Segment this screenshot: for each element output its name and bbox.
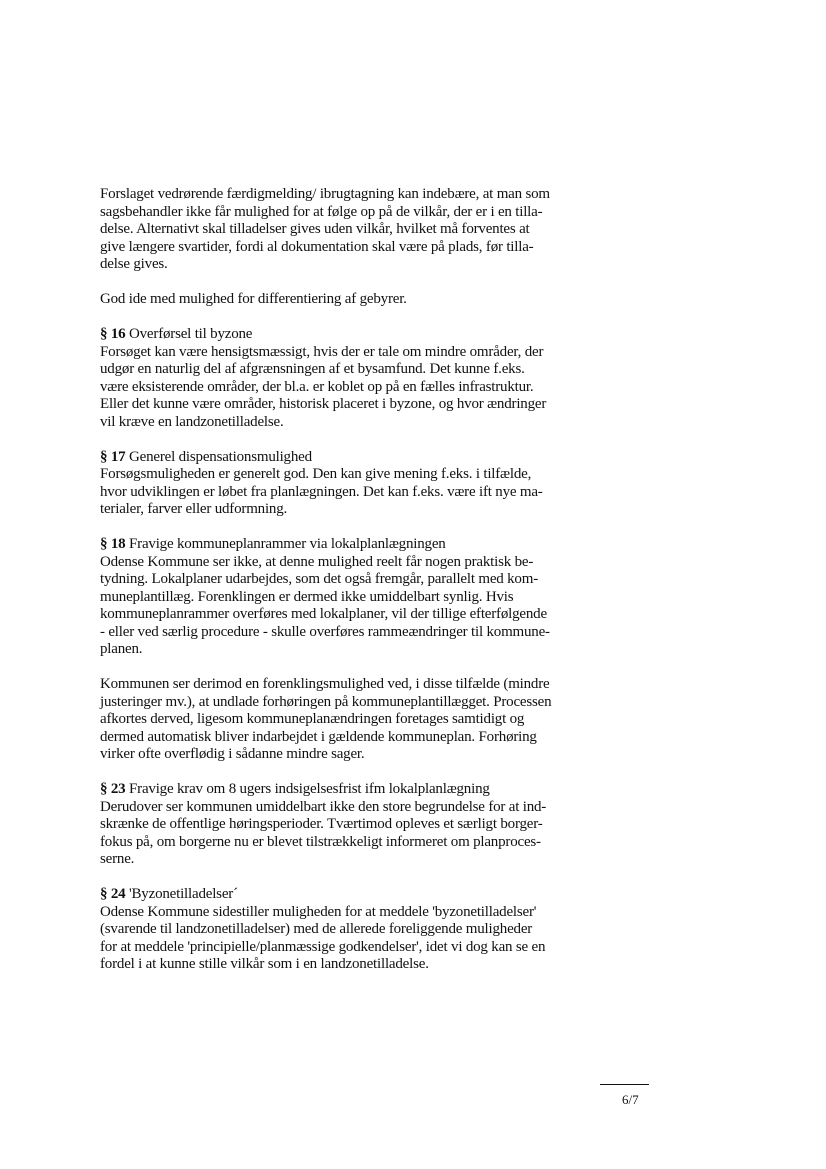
text-line: kommuneplanrammer overføres med lokalplaner, vil der tillige efterfølgende (100, 606, 547, 622)
section-heading (100, 326, 590, 344)
text-line: fordel i at kunne stille vilkår som i en landzonetilladelse. (100, 956, 429, 972)
text-line: Odense Kommune sidestiller muligheden for at meddele 'byzonetilladelser' (100, 903, 537, 920)
text-line: dermed automatisk bliver indarbejdet i gældende kommuneplan. Forhøring (100, 728, 537, 745)
paragraph-forenklingsmulighed (100, 676, 590, 764)
text-line: fokus på, om borgerne nu er blevet tilstrækkeligt informeret om planproces- (100, 833, 541, 850)
section-number: § 24 (100, 886, 126, 902)
text-line: muneplantillæg. Forenklingen er dermed ikke umiddelbart synlig. Hvis (100, 588, 514, 605)
text-line: virker ofte overflødig i sådanne mindre sager. (100, 746, 365, 762)
section-number: § 18 (100, 536, 126, 552)
section-heading (100, 449, 590, 467)
section-17 (100, 449, 590, 519)
text-line: God ide med mulighed for differentiering af gebyrer. (100, 291, 407, 307)
section-number: § 17 (100, 448, 126, 465)
text-line: afkortes derved, ligesom kommuneplanændringen foretages samtidigt og (100, 711, 525, 727)
text-line: Odense Kommune ser ikke, at denne mulighed reelt får nogen praktisk be- (100, 553, 534, 570)
text-line: Derudover ser kommunen umiddelbart ikke den store begrundelse for at ind- (100, 798, 547, 815)
text-line: - eller ved særlig procedure - skulle overføres rammeændringer til kommune- (100, 623, 550, 640)
document-body (100, 186, 590, 991)
text-line: skrænke de offentlige høringsperioder. Tværtimod opleves et særligt borger- (100, 816, 543, 832)
section-title: Fravige krav om 8 ugers indsigelsesfrist ifm lokalplanlægning (125, 781, 490, 797)
text-line: Kommunen ser derimod en forenklingsmulighed ved, i disse tilfælde (mindre (100, 676, 550, 692)
section-title: Overførsel til byzone (125, 326, 253, 342)
text-line: Forsøget kan være hensigtsmæssigt, hvis der er tale om mindre områder, der (100, 343, 544, 360)
section-title: Fravige kommuneplanrammer via lokalplanlægningen (125, 536, 446, 552)
text-line: sagsbehandler ikke får mulighed for at følge op på de vilkår, der er i en tilla- (100, 203, 543, 220)
text-line: (svarende til landzonetilladelser) med de allerede foreliggende muligheder (100, 921, 533, 937)
text-line: udgør en naturlig del af afgrænsningen af et bysamfund. Det kunne f.eks. (100, 361, 525, 377)
text-line: for at meddele 'principielle/planmæssige godkendelser', idet vi dog kan se en (100, 938, 546, 955)
section-23 (100, 781, 590, 869)
text-line: Forsøgsmuligheden er generelt god. Den kan give mening f.eks. i tilfælde, (100, 466, 532, 482)
text-line: tydning. Lokalplaner udarbejdes, som det også fremgår, parallelt med kom- (100, 571, 538, 587)
section-heading (100, 536, 590, 554)
section-number: § 23 (100, 781, 126, 797)
text-line: serne. (100, 851, 135, 867)
section-24 (100, 886, 590, 974)
section-18 (100, 536, 590, 659)
footer-divider (600, 1084, 649, 1085)
text-line: delse gives. (100, 256, 168, 272)
text-line: Eller det kunne være områder, historisk placeret i byzone, og hvor ændringer (100, 396, 547, 412)
section-number: § 16 (100, 326, 126, 342)
text-line: planen. (100, 641, 143, 657)
section-title: 'Byzonetilladelser´ (125, 886, 238, 902)
section-heading (100, 781, 590, 799)
section-heading (100, 886, 590, 904)
text-line: Forslaget vedrørende færdigmelding/ ibrugtagning kan indebære, at man som (100, 186, 550, 202)
text-line: vil kræve en landzonetilladelse. (100, 413, 284, 430)
section-title: Generel dispensationsmulighed (125, 448, 312, 465)
section-16 (100, 326, 590, 431)
text-line: hvor udviklingen er løbet fra planlægningen. Det kan f.eks. være ift nye ma- (100, 483, 543, 500)
paragraph-faerdigmelding (100, 186, 590, 274)
text-line: delse. Alternativt skal tilladelser gives uden vilkår, hvilket må forventes at (100, 221, 530, 237)
text-line: give længere svartider, fordi al dokumentation skal være på plads, før tilla- (100, 238, 534, 255)
paragraph-gebyrer (100, 291, 590, 309)
text-line: justeringer mv.), at undlade forhøringen på kommuneplantillægget. Processen (100, 693, 552, 710)
page-number: 6/7 (622, 1092, 639, 1107)
text-line: terialer, farver eller udformning. (100, 501, 288, 517)
text-line: være eksisterende områder, der bl.a. er koblet op på en fælles infrastruktur. (100, 378, 534, 395)
